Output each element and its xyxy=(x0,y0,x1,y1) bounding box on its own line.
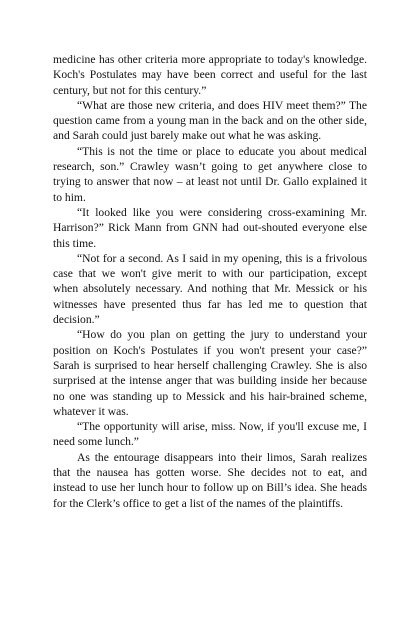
paragraph: “It looked like you were considering cross-examining Mr. Harrison?” Rick Mann from GNN had out-shouted everyone else this time. xyxy=(53,205,367,250)
paragraph: “This is not the time or place to educate you about medical research, son.” Crawley wasn’t going to get anywhere close to trying to answer that now – at least not until Dr. Gallo explained it to him. xyxy=(53,144,367,204)
paragraph: medicine has other criteria more appropriate to today's knowledge. Koch's Postulates may have been correct and useful for the last century, but not for this century.” xyxy=(53,53,367,97)
paragraph: “What are those new criteria, and does HIV meet them?” The question came from a young man in the back and on the other side, and Sarah could just barely make out what he was asking. xyxy=(53,98,367,143)
paragraph: “How do you plan on getting the jury to understand your position on Koch's Postulates if you won't present your case?” Sarah is surprised to hear herself challenging Crawley. She is also surprised at the intense anger that was building inside her because no one was standing up to Messick and his hair-brained scheme, whatever it was. xyxy=(53,328,367,418)
document-page xyxy=(53,52,367,511)
paragraph: As the entourage disappears into their limos, Sarah realizes that the nausea has gotten worse. She decides not to eat, and instead to use her lunch hour to follow up on Bill’s idea. She heads for the Clerk’s office to get a list of the names of the plaintiffs. xyxy=(53,450,367,510)
paragraph: “Not for a second. As I said in my opening, this is a frivolous case that we won't give merit to with our participation, except when absolutely necessary. And nothing that Mr. Messick or his witnesses have presented thus far has led me to question that decision.” xyxy=(53,251,367,327)
paragraph: “The opportunity will arise, miss. Now, if you'll excuse me, I need some lunch.” xyxy=(53,420,367,449)
